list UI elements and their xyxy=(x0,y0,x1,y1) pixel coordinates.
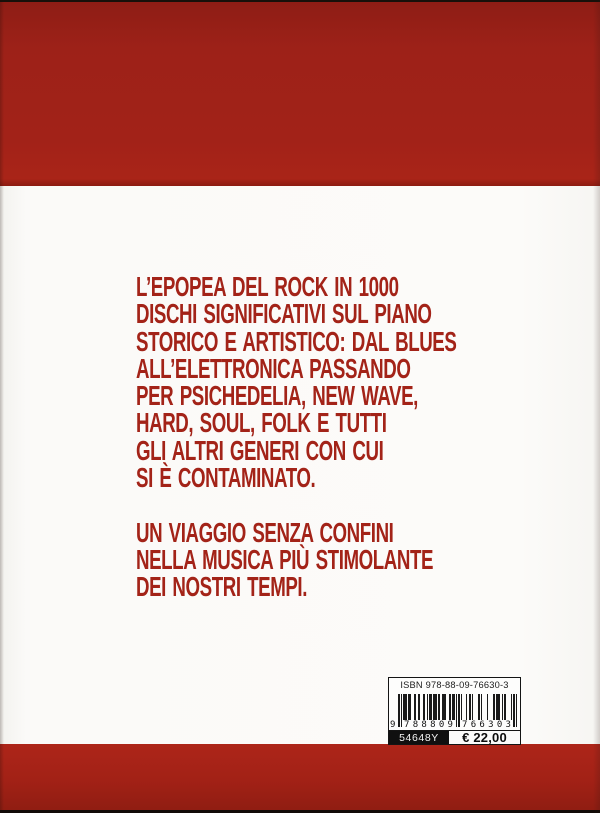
barcode-label xyxy=(388,677,521,745)
barcode-bar xyxy=(493,694,495,720)
ean-barcode-bars xyxy=(398,694,517,720)
bottom-red-band xyxy=(0,744,600,810)
blurb-paragraph-2 xyxy=(136,516,571,603)
barcode-bar xyxy=(511,694,513,720)
barcode-bar xyxy=(461,694,463,720)
barcode-bar xyxy=(406,694,408,720)
barcode-bar xyxy=(418,694,420,720)
ean-digit: 3 xyxy=(488,720,494,730)
blurb-line: NELLA MUSICA PIÙ STIMOLANTE xyxy=(136,543,434,575)
barcode-bar xyxy=(502,694,504,720)
blurb-text xyxy=(136,273,571,601)
blurb-line: DEI NOSTRI TEMPI. xyxy=(136,571,308,603)
barcode-bar xyxy=(466,694,468,720)
barcode-bar xyxy=(498,694,500,720)
top-red-band xyxy=(0,2,600,186)
blurb-line: STORICO E ARTISTICO: DAL BLUES xyxy=(136,325,457,357)
ean-digit: 9 xyxy=(447,720,453,730)
edition-code-badge: 54648Y xyxy=(389,731,449,744)
barcode-bar xyxy=(431,694,433,720)
barcode-bar xyxy=(427,694,429,720)
ean-digit: 0 xyxy=(438,720,445,730)
barcode-bar xyxy=(481,694,483,720)
barcode-bar xyxy=(444,694,446,720)
blurb-line: DISCHI SIGNIFICATIVI SUL PIANO xyxy=(136,298,432,330)
barcode-bar xyxy=(409,694,411,720)
ean-digit: 8 xyxy=(421,720,427,730)
barcode-bar xyxy=(472,694,474,720)
blurb-line: L’EPOPEA DEL ROCK IN 1000 xyxy=(136,271,399,302)
ean-digit: 8 xyxy=(412,720,419,730)
barcode-bar xyxy=(423,694,425,720)
barcode-bar xyxy=(436,694,438,720)
barcode-bar xyxy=(487,694,489,720)
ean-digit: 8 xyxy=(430,720,436,730)
ean-digit: 7 xyxy=(404,720,410,730)
ean-digits-left-group xyxy=(404,720,453,730)
barcode-bar xyxy=(478,694,480,720)
blurb-paragraph-1 xyxy=(136,271,571,494)
barcode-bar xyxy=(414,694,416,720)
barcode-bar xyxy=(438,694,440,720)
price-label: € 22,00 xyxy=(449,731,520,744)
blurb-line: ALL’ELETTRONICA PASSANDO xyxy=(136,352,411,384)
ean-digit: 6 xyxy=(470,720,477,730)
barcode-bar xyxy=(504,694,506,720)
blurb-line: PER PSICHEDELIA, NEW WAVE, xyxy=(136,380,418,412)
photo-edge-top xyxy=(0,0,600,2)
ean-digit: 0 xyxy=(496,720,503,730)
blurb-line: GLI ALTRI GENERI CON CUI xyxy=(136,434,384,466)
barcode-bar xyxy=(469,694,471,720)
label-bottom-row xyxy=(389,730,520,744)
isbn-text: ISBN 978-88-09-76630-3 xyxy=(400,680,509,690)
blurb-line: SI È CONTAMINATO. xyxy=(136,462,316,494)
barcode-bar xyxy=(449,694,451,720)
ean-digit: 7 xyxy=(462,720,468,730)
ean-digit: 6 xyxy=(479,720,485,730)
barcode-bar xyxy=(453,694,455,720)
ean-digit-lead: 9 xyxy=(390,720,396,730)
blurb-line: UN VIAGGIO SENZA CONFINI xyxy=(136,516,394,548)
ean-digit: 3 xyxy=(505,720,511,730)
ean-digits-right-group xyxy=(462,720,511,730)
blurb-line: HARD, SOUL, FOLK E TUTTI xyxy=(136,407,387,439)
